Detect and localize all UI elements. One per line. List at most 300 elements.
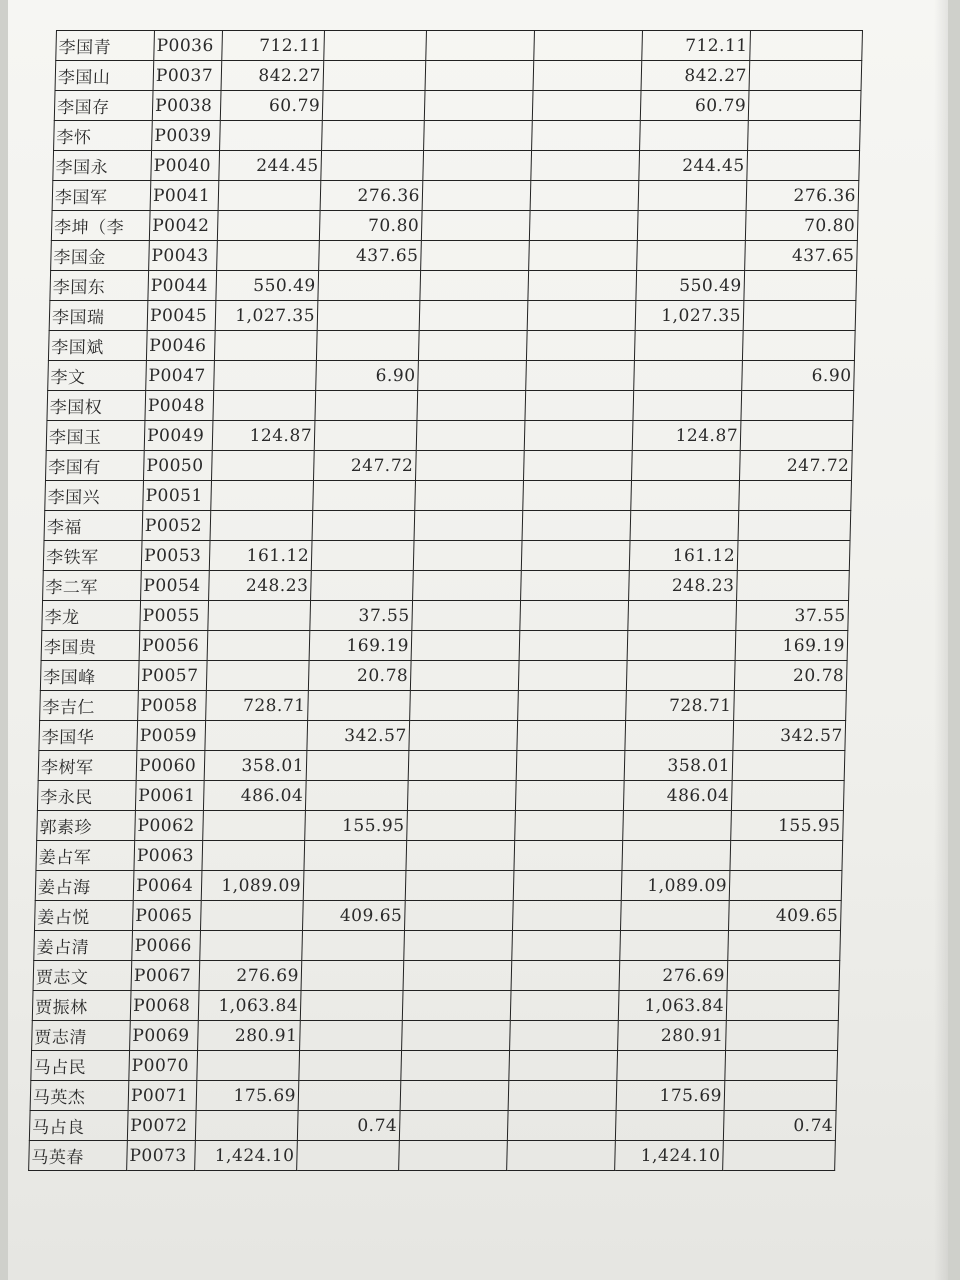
table-row	[35, 871, 842, 901]
amount-col-5-cell	[405, 871, 514, 901]
table-row	[53, 151, 860, 181]
amount-col-4-cell	[317, 301, 420, 331]
amount-col-3-cell	[217, 241, 320, 271]
amount-col-3-cell: 550.49	[216, 271, 319, 301]
table-row	[40, 691, 847, 721]
amount-col-5-cell	[418, 361, 527, 391]
amount-col-7-cell	[633, 391, 742, 421]
amount-col-8-cell	[730, 841, 843, 871]
ledger-body	[29, 31, 863, 1171]
table-row	[48, 331, 855, 361]
amount-col-8-cell	[750, 31, 863, 61]
amount-col-3-cell	[220, 121, 323, 151]
amount-col-6-cell	[512, 931, 621, 961]
amount-col-8-cell	[742, 331, 855, 361]
table-row	[47, 391, 854, 421]
person-name-cell: 贾振林	[32, 991, 131, 1021]
table-row	[29, 1111, 836, 1141]
amount-col-6-cell	[519, 631, 628, 661]
amount-col-6-cell	[510, 1021, 619, 1051]
table-row	[44, 511, 851, 541]
amount-col-6-cell	[513, 871, 622, 901]
person-code-cell: P0048	[145, 391, 214, 421]
person-code-cell: P0069	[130, 1021, 199, 1051]
amount-col-3-cell: 712.11	[222, 31, 325, 61]
amount-col-4-cell: 169.19	[309, 631, 412, 661]
amount-col-4-cell	[298, 1081, 401, 1111]
amount-col-3-cell: 280.91	[198, 1021, 301, 1051]
amount-col-3-cell	[214, 361, 317, 391]
amount-col-8-cell	[723, 1141, 836, 1171]
amount-col-4-cell: 409.65	[302, 901, 405, 931]
table-row	[42, 601, 849, 631]
amount-col-4-cell	[322, 121, 425, 151]
amount-col-3-cell	[200, 931, 303, 961]
amount-col-8-cell: 169.19	[735, 631, 848, 661]
amount-col-4-cell	[311, 571, 414, 601]
amount-col-6-cell	[520, 601, 629, 631]
amount-col-8-cell: 37.55	[736, 601, 849, 631]
amount-col-3-cell	[202, 841, 305, 871]
amount-col-4-cell	[300, 1021, 403, 1051]
amount-col-4-cell	[314, 421, 417, 451]
amount-col-3-cell	[197, 1051, 300, 1081]
person-code-cell: P0071	[128, 1081, 197, 1111]
amount-col-3-cell: 161.12	[209, 541, 312, 571]
amount-col-4-cell	[306, 751, 409, 781]
amount-col-3-cell: 358.01	[204, 751, 307, 781]
table-row	[54, 91, 861, 121]
amount-col-7-cell	[617, 1051, 726, 1081]
table-row	[34, 901, 841, 931]
table-row	[41, 631, 848, 661]
person-name-cell: 李坤（李	[51, 211, 150, 241]
amount-col-4-cell	[324, 31, 427, 61]
amount-col-4-cell	[303, 871, 406, 901]
amount-col-8-cell	[724, 1081, 837, 1111]
amount-col-4-cell	[311, 541, 414, 571]
person-name-cell: 李国华	[39, 721, 138, 751]
amount-col-8-cell	[726, 991, 839, 1021]
amount-col-5-cell	[409, 721, 518, 751]
amount-col-6-cell	[527, 301, 636, 331]
table-row	[40, 661, 847, 691]
table-row	[29, 1141, 836, 1171]
amount-col-6-cell	[523, 481, 632, 511]
amount-col-3-cell	[213, 391, 316, 421]
amount-col-6-cell	[532, 91, 641, 121]
amount-col-7-cell: 244.45	[639, 151, 748, 181]
amount-col-5-cell	[400, 1081, 509, 1111]
person-name-cell: 贾志清	[32, 1021, 131, 1051]
amount-col-3-cell	[218, 181, 321, 211]
amount-col-8-cell: 155.95	[731, 811, 844, 841]
person-name-cell: 李国有	[45, 451, 144, 481]
amount-col-5-cell	[402, 1021, 511, 1051]
amount-col-5-cell	[425, 61, 534, 91]
amount-col-7-cell	[627, 631, 736, 661]
amount-col-6-cell	[531, 151, 640, 181]
amount-col-3-cell	[195, 1111, 298, 1141]
amount-col-6-cell	[518, 661, 627, 691]
amount-col-7-cell	[625, 721, 734, 751]
amount-col-8-cell	[748, 91, 861, 121]
amount-col-5-cell	[410, 691, 519, 721]
person-code-cell: P0040	[151, 151, 220, 181]
amount-col-7-cell: 124.87	[632, 421, 741, 451]
person-name-cell: 郭素珍	[37, 811, 136, 841]
amount-col-8-cell	[727, 961, 840, 991]
amount-col-8-cell	[726, 1021, 839, 1051]
amount-col-4-cell	[322, 91, 425, 121]
amount-col-5-cell	[424, 121, 533, 151]
amount-col-4-cell	[323, 61, 426, 91]
amount-col-8-cell	[731, 781, 844, 811]
table-row	[37, 811, 844, 841]
amount-col-7-cell: 842.27	[641, 61, 750, 91]
amount-col-5-cell	[404, 901, 513, 931]
amount-col-8-cell: 437.65	[745, 241, 858, 271]
table-row	[43, 541, 850, 571]
amount-col-5-cell	[420, 271, 529, 301]
person-name-cell: 李国山	[55, 61, 154, 91]
amount-col-6-cell	[528, 271, 637, 301]
person-name-cell: 李国金	[51, 241, 150, 271]
person-name-cell: 贾志文	[33, 961, 132, 991]
person-name-cell: 李龙	[42, 601, 141, 631]
amount-col-7-cell: 1,089.09	[621, 871, 730, 901]
ledger-table	[28, 30, 863, 1171]
amount-col-5-cell	[417, 391, 526, 421]
amount-col-3-cell	[207, 631, 310, 661]
amount-col-3-cell	[211, 481, 314, 511]
person-name-cell: 李国峰	[40, 661, 139, 691]
person-code-cell: P0054	[141, 571, 210, 601]
person-code-cell: P0041	[150, 181, 219, 211]
amount-col-6-cell	[516, 751, 625, 781]
amount-col-3-cell	[208, 601, 311, 631]
amount-col-5-cell	[423, 151, 532, 181]
person-code-cell: P0057	[138, 661, 207, 691]
person-name-cell: 李永民	[37, 781, 136, 811]
table-row	[56, 31, 863, 61]
table-row	[34, 931, 841, 961]
amount-col-8-cell	[748, 121, 861, 151]
amount-col-4-cell: 247.72	[313, 451, 416, 481]
amount-col-5-cell	[413, 571, 522, 601]
person-code-cell: P0044	[148, 271, 217, 301]
amount-col-7-cell	[640, 121, 749, 151]
amount-col-7-cell: 550.49	[636, 271, 745, 301]
person-name-cell: 马英春	[29, 1141, 128, 1171]
person-name-cell: 姜占海	[35, 871, 134, 901]
table-row	[49, 301, 856, 331]
amount-col-6-cell	[518, 691, 627, 721]
amount-col-3-cell: 1,424.10	[195, 1141, 298, 1171]
person-name-cell: 李吉仁	[40, 691, 139, 721]
person-code-cell: P0038	[152, 91, 221, 121]
amount-col-4-cell: 20.78	[308, 661, 411, 691]
person-name-cell: 李国青	[56, 31, 155, 61]
amount-col-3-cell	[210, 511, 313, 541]
person-name-cell: 李国永	[53, 151, 152, 181]
table-row	[32, 991, 839, 1021]
amount-col-3-cell: 124.87	[212, 421, 315, 451]
amount-col-6-cell	[510, 991, 619, 1021]
amount-col-6-cell	[529, 211, 638, 241]
amount-col-7-cell: 248.23	[629, 571, 738, 601]
amount-col-4-cell: 6.90	[316, 361, 419, 391]
amount-col-5-cell	[413, 541, 522, 571]
person-name-cell: 李国贵	[41, 631, 140, 661]
table-row	[38, 751, 845, 781]
amount-col-8-cell	[737, 541, 850, 571]
amount-col-3-cell: 842.27	[221, 61, 324, 91]
amount-col-7-cell	[638, 181, 747, 211]
amount-col-8-cell: 20.78	[734, 661, 847, 691]
amount-col-8-cell	[739, 481, 852, 511]
person-name-cell: 李怀	[54, 121, 153, 151]
amount-col-4-cell	[315, 391, 418, 421]
amount-col-8-cell: 6.90	[742, 361, 855, 391]
amount-col-6-cell	[512, 901, 621, 931]
amount-col-3-cell: 175.69	[196, 1081, 299, 1111]
amount-col-3-cell	[211, 451, 314, 481]
amount-col-4-cell: 0.74	[297, 1111, 400, 1141]
amount-col-6-cell	[526, 331, 635, 361]
person-name-cell: 马占民	[31, 1051, 130, 1081]
person-code-cell: P0060	[136, 751, 205, 781]
amount-col-5-cell	[419, 301, 528, 331]
amount-col-8-cell: 0.74	[723, 1111, 836, 1141]
table-row	[43, 571, 850, 601]
person-code-cell: P0059	[137, 721, 206, 751]
amount-col-4-cell: 70.80	[319, 211, 422, 241]
person-name-cell: 李国军	[52, 181, 151, 211]
person-code-cell: P0051	[143, 481, 212, 511]
person-name-cell: 马占良	[29, 1111, 128, 1141]
amount-col-8-cell	[741, 391, 854, 421]
person-name-cell: 李国斌	[48, 331, 147, 361]
amount-col-7-cell	[631, 451, 740, 481]
table-row	[52, 181, 859, 211]
table-row	[33, 961, 840, 991]
amount-col-7-cell: 728.71	[626, 691, 735, 721]
amount-col-4-cell	[308, 691, 411, 721]
amount-col-6-cell	[508, 1081, 617, 1111]
amount-col-5-cell	[399, 1111, 508, 1141]
amount-col-3-cell: 248.23	[209, 571, 312, 601]
amount-col-4-cell	[313, 481, 416, 511]
amount-col-4-cell: 342.57	[307, 721, 410, 751]
person-code-cell: P0055	[140, 601, 209, 631]
amount-col-8-cell: 409.65	[728, 901, 841, 931]
table-row	[39, 721, 846, 751]
person-name-cell: 马英杰	[30, 1081, 129, 1111]
amount-col-8-cell	[740, 421, 853, 451]
page-edge-shadow	[934, 0, 948, 1280]
person-code-cell: P0042	[149, 211, 218, 241]
amount-col-6-cell	[529, 241, 638, 271]
amount-col-6-cell	[522, 511, 631, 541]
amount-col-6-cell	[514, 841, 623, 871]
amount-col-5-cell	[416, 421, 525, 451]
amount-col-7-cell	[623, 811, 732, 841]
amount-col-8-cell: 70.80	[745, 211, 858, 241]
amount-col-5-cell	[414, 511, 523, 541]
person-code-cell: P0062	[135, 811, 204, 841]
amount-col-4-cell: 37.55	[310, 601, 413, 631]
amount-col-3-cell: 486.04	[203, 781, 306, 811]
amount-col-4-cell: 276.36	[320, 181, 423, 211]
amount-col-7-cell	[626, 661, 735, 691]
amount-col-5-cell	[404, 931, 513, 961]
person-name-cell: 李树军	[38, 751, 137, 781]
amount-col-7-cell	[631, 481, 740, 511]
amount-col-7-cell	[637, 211, 746, 241]
amount-col-3-cell	[206, 661, 309, 691]
amount-col-8-cell	[729, 871, 842, 901]
amount-col-8-cell: 247.72	[739, 451, 852, 481]
amount-col-8-cell	[747, 151, 860, 181]
amount-col-8-cell	[732, 751, 845, 781]
amount-col-6-cell	[534, 31, 643, 61]
amount-col-4-cell	[304, 841, 407, 871]
person-code-cell: P0046	[146, 331, 215, 361]
person-code-cell: P0064	[133, 871, 202, 901]
person-name-cell: 李国存	[54, 91, 153, 121]
amount-col-7-cell	[620, 931, 729, 961]
amount-col-6-cell	[525, 391, 634, 421]
amount-col-7-cell	[630, 511, 739, 541]
amount-col-4-cell	[302, 931, 405, 961]
person-code-cell: P0047	[146, 361, 215, 391]
person-code-cell: P0045	[147, 301, 216, 331]
amount-col-5-cell	[415, 451, 524, 481]
amount-col-6-cell	[515, 811, 624, 841]
person-code-cell: P0049	[144, 421, 213, 451]
amount-col-7-cell: 1,027.35	[635, 301, 744, 331]
amount-col-5-cell	[411, 631, 520, 661]
person-code-cell: P0066	[132, 931, 201, 961]
amount-col-5-cell	[407, 781, 516, 811]
person-code-cell: P0068	[130, 991, 199, 1021]
amount-col-4-cell: 155.95	[305, 811, 408, 841]
amount-col-8-cell: 342.57	[733, 721, 846, 751]
amount-col-4-cell	[299, 1051, 402, 1081]
amount-col-5-cell	[415, 481, 524, 511]
person-code-cell: P0056	[139, 631, 208, 661]
amount-col-8-cell	[737, 571, 850, 601]
amount-col-5-cell	[412, 601, 521, 631]
amount-col-3-cell	[203, 811, 306, 841]
amount-col-7-cell: 1,424.10	[615, 1141, 724, 1171]
person-code-cell: P0052	[142, 511, 211, 541]
person-code-cell: P0067	[131, 961, 200, 991]
person-name-cell: 李铁军	[43, 541, 142, 571]
table-row	[51, 211, 858, 241]
amount-col-7-cell	[628, 601, 737, 631]
amount-col-5-cell	[422, 181, 531, 211]
amount-col-7-cell: 276.69	[619, 961, 728, 991]
amount-col-5-cell	[399, 1141, 508, 1171]
amount-col-6-cell	[532, 121, 641, 151]
amount-col-8-cell	[725, 1051, 838, 1081]
table-row	[31, 1051, 838, 1081]
person-name-cell: 姜占悦	[34, 901, 133, 931]
amount-col-7-cell: 1,063.84	[618, 991, 727, 1021]
person-code-cell: P0043	[149, 241, 218, 271]
person-code-cell: P0073	[127, 1141, 196, 1171]
amount-col-4-cell	[297, 1141, 400, 1171]
amount-col-7-cell	[637, 241, 746, 271]
amount-col-4-cell: 437.65	[319, 241, 422, 271]
person-code-cell: P0036	[154, 31, 223, 61]
amount-col-6-cell	[526, 361, 635, 391]
amount-col-5-cell	[424, 91, 533, 121]
table-row	[55, 61, 862, 91]
table-row	[50, 271, 857, 301]
amount-col-3-cell: 60.79	[220, 91, 323, 121]
amount-col-4-cell	[301, 961, 404, 991]
person-code-cell: P0039	[152, 121, 221, 151]
person-code-cell: P0070	[129, 1051, 198, 1081]
amount-col-6-cell	[530, 181, 639, 211]
person-code-cell: P0072	[127, 1111, 196, 1141]
amount-col-3-cell: 1,063.84	[198, 991, 301, 1021]
amount-col-8-cell	[744, 271, 857, 301]
amount-col-4-cell	[321, 151, 424, 181]
person-name-cell: 李二军	[43, 571, 142, 601]
table-row	[37, 781, 844, 811]
amount-col-8-cell	[743, 301, 856, 331]
amount-col-8-cell	[728, 931, 841, 961]
person-code-cell: P0050	[143, 451, 212, 481]
person-name-cell: 李国兴	[45, 481, 144, 511]
amount-col-6-cell	[507, 1141, 616, 1171]
person-code-cell: P0061	[135, 781, 204, 811]
amount-col-6-cell	[511, 961, 620, 991]
table-row	[32, 1021, 839, 1051]
person-code-cell: P0063	[134, 841, 203, 871]
person-name-cell: 李文	[48, 361, 147, 391]
amount-col-7-cell: 280.91	[618, 1021, 727, 1051]
amount-col-6-cell	[524, 421, 633, 451]
table-row	[54, 121, 861, 151]
amount-col-8-cell	[734, 691, 847, 721]
amount-col-3-cell	[214, 331, 317, 361]
person-name-cell: 姜占清	[34, 931, 133, 961]
amount-col-3-cell: 244.45	[219, 151, 322, 181]
amount-col-5-cell	[402, 991, 511, 1021]
amount-col-7-cell	[620, 901, 729, 931]
person-name-cell: 姜占军	[36, 841, 135, 871]
amount-col-6-cell	[509, 1051, 618, 1081]
person-name-cell: 李福	[44, 511, 143, 541]
amount-col-6-cell	[517, 721, 626, 751]
amount-col-5-cell	[421, 211, 530, 241]
amount-col-7-cell: 712.11	[642, 31, 751, 61]
table-row	[48, 361, 855, 391]
amount-col-3-cell: 276.69	[199, 961, 302, 991]
amount-col-7-cell	[634, 331, 743, 361]
document-page	[8, 0, 948, 1280]
amount-col-3-cell	[200, 901, 303, 931]
table-row	[30, 1081, 837, 1111]
person-name-cell: 李国权	[47, 391, 146, 421]
table-row	[51, 241, 858, 271]
amount-col-6-cell	[515, 781, 624, 811]
